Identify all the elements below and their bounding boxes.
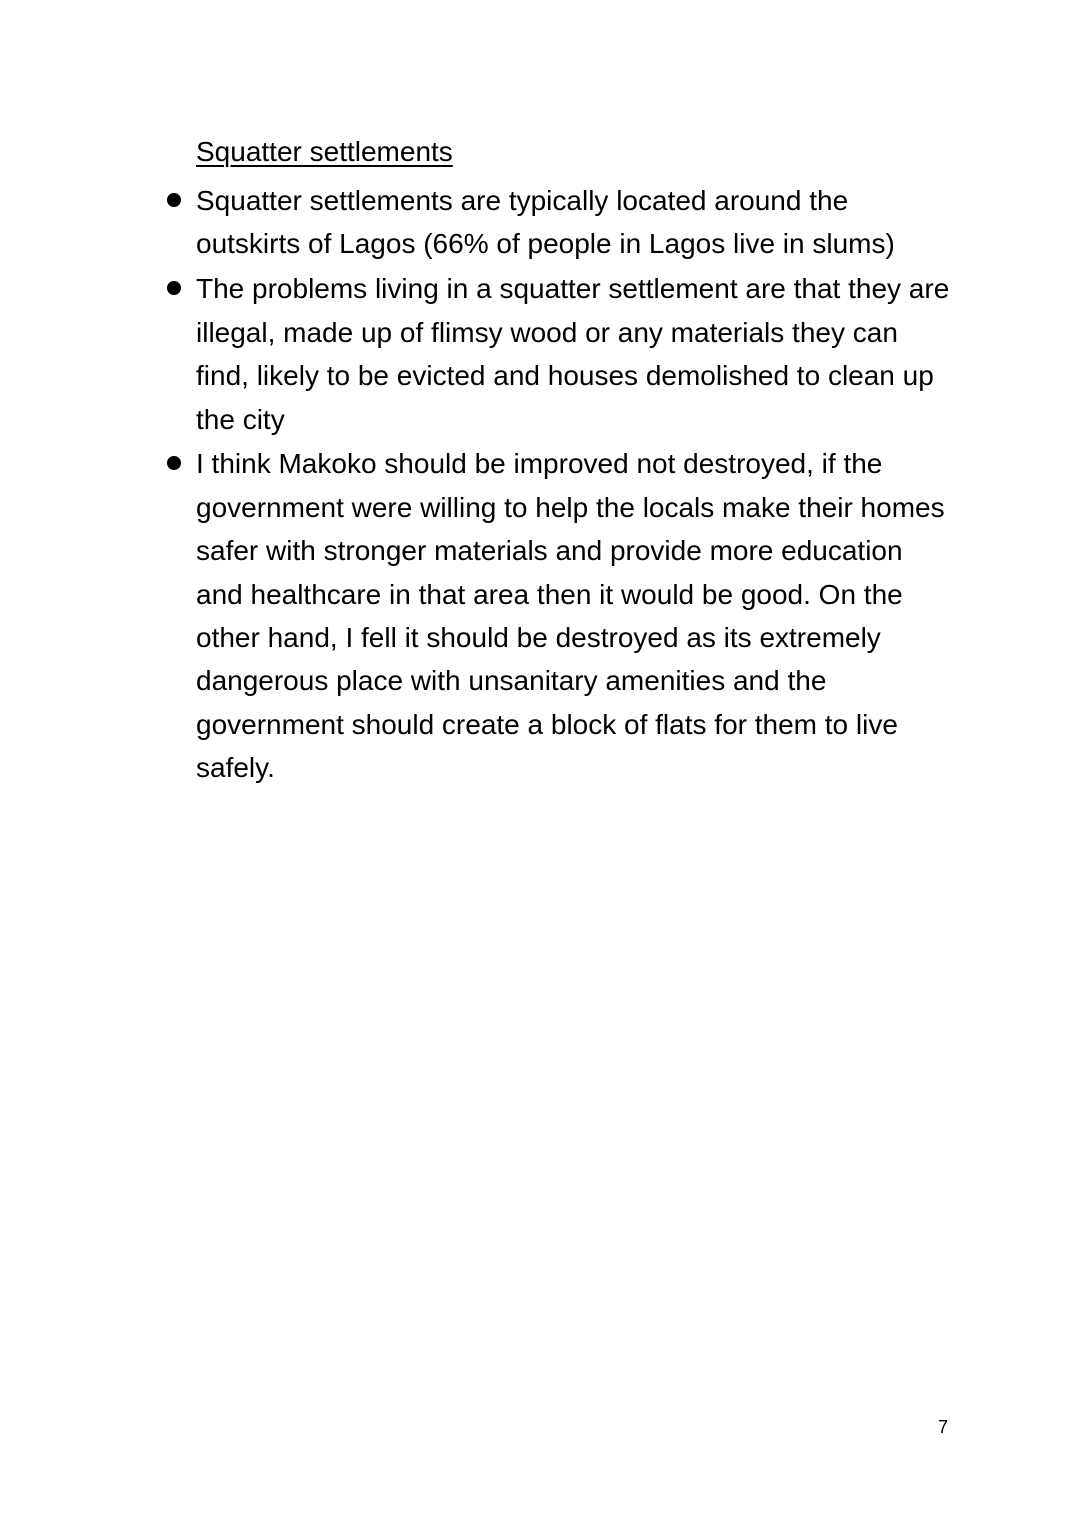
- bullet-point-icon: [167, 193, 181, 207]
- section-heading: Squatter settlements: [196, 136, 453, 167]
- bullet-text-1: Squatter settlements are typically located around the outskirts of Lagos (66% of people in Lagos live in slums): [196, 185, 895, 260]
- bullet-text-2: The problems living in a squatter settlement are that they are illegal, made up of flimsy wood or any materials they can find, likely to be evicted and houses demolished to clean up the city: [196, 273, 950, 435]
- bullet-list: [0, 179, 1080, 791]
- bullet-item-2: [196, 267, 956, 441]
- bullet-item-1: [196, 179, 956, 266]
- bullet-text-3: I think Makoko should be improved not destroyed, if the government were willing to help the locals make their homes safer with stronger materials and provide more education and healthcare in that area then it would be good. On the other hand, I fell it should be destroyed as its extremely dangerous place with unsanitary amenities and the government should create a block of flats for them to live safely.: [196, 448, 945, 784]
- page-number: 7: [938, 1417, 949, 1437]
- bullet-item-3: [196, 442, 956, 789]
- bullet-point-icon: [167, 281, 181, 295]
- bullet-point-icon: [167, 456, 181, 470]
